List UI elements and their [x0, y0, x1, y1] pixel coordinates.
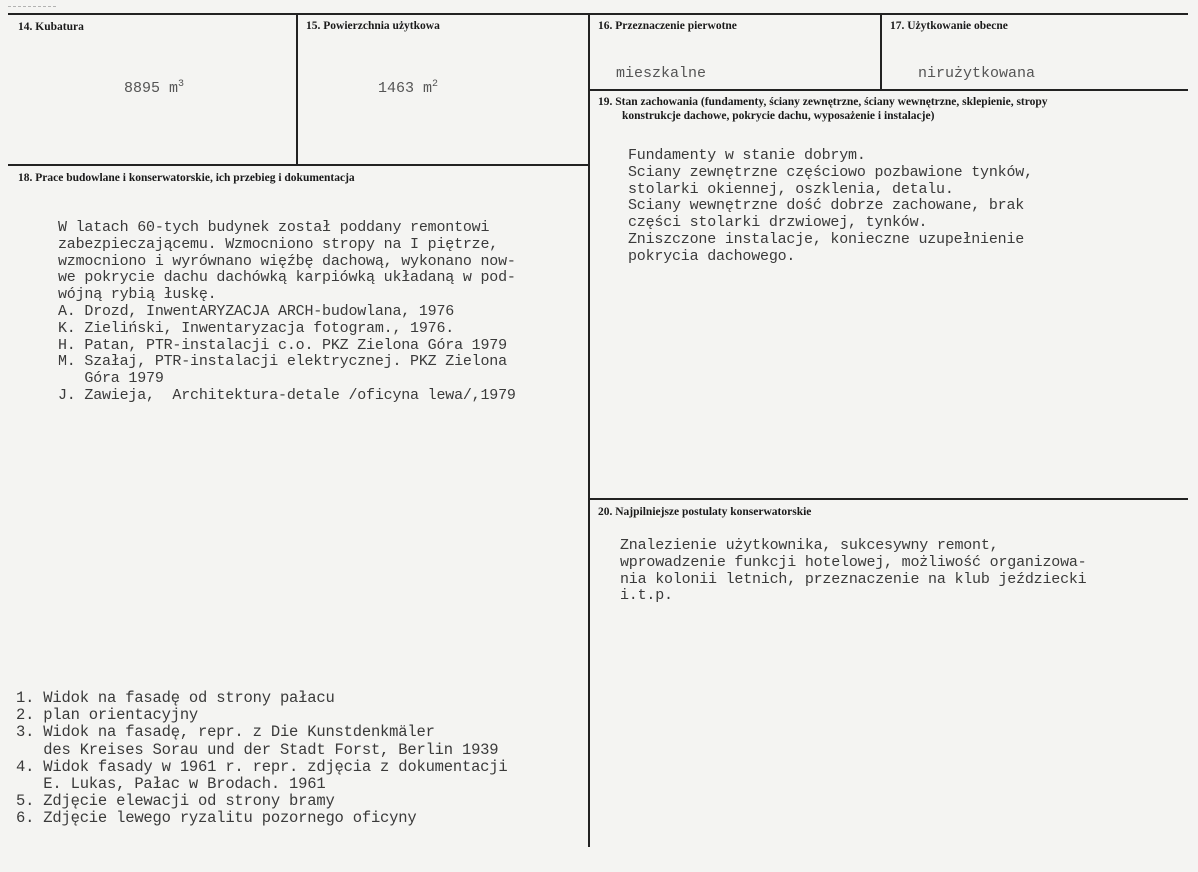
- rule-above-section-20: [590, 498, 1188, 500]
- prace-line: zabezpieczającemu. Wzmocniono stropy na I piętrze,: [58, 235, 499, 253]
- header-stan-line-2: konstrukcje dachowe, pokrycie dachu, wyposażenie i instalacje): [622, 110, 935, 122]
- stan-text: [628, 148, 1033, 266]
- divider-14-15: [296, 13, 298, 164]
- paper-mark: [8, 0, 56, 7]
- stan-line: stolarki okiennej, oszklenia, detalu.: [628, 180, 954, 198]
- prace-line: K. Zieliński, Inwentaryzacja fotogram., 1976.: [58, 319, 455, 337]
- postulaty-line: i.t.p.: [620, 587, 673, 605]
- header-stan-line-1: 19. Stan zachowania (fundamenty, ściany zewnętrzne, ściany wewnętrzne, sklepienie, stropy: [598, 96, 1048, 108]
- stan-line: pokrycia dachowego.: [628, 247, 796, 265]
- postulaty-line: nia kolonii letnich, przeznaczenie na klub jeździecki: [620, 570, 1087, 588]
- photo-list: [16, 690, 507, 828]
- stan-line: Fundamenty w stanie dobrym.: [628, 147, 866, 164]
- stan-line: Sciany zewnętrzne częściowo pozbawione tynków,: [628, 163, 1033, 181]
- prace-line: J. Zawieja, Architektura-detale /oficyna lewa/,1979: [58, 386, 516, 404]
- photo-list-item: E. Lukas, Pałac w Brodach. 1961: [16, 775, 326, 794]
- photo-list-item: 2. plan orientacyjny: [16, 706, 199, 725]
- header-kubatura: 14. Kubatura: [18, 21, 84, 33]
- postulaty-text: [620, 538, 1086, 605]
- powierzchnia-value: 1463 $m^2$: [378, 79, 439, 97]
- rule-under-purpose: [590, 89, 1188, 91]
- stan-line: Zniszczone instalacje, konieczne uzupełnienie: [628, 230, 1025, 248]
- top-rule: [8, 13, 1188, 15]
- photo-list-item: 3. Widok na fasadę, repr. z Die Kunstdenkmäler: [16, 723, 435, 742]
- header-przeznaczenie: 16. Przeznaczenie pierwotne: [598, 20, 737, 32]
- stan-line: Sciany wewnętrzne dość dobrze zachowane, brak: [628, 197, 1025, 215]
- stan-line: części stolarki drzwiowej, tynków.: [628, 214, 928, 232]
- photo-list-item: 1. Widok na fasadę od strony pałacu: [16, 689, 335, 707]
- prace-line: M. Szałaj, PTR-instalacji elektrycznej. PKZ Zielona: [58, 353, 507, 371]
- prace-line: Góra 1979: [58, 370, 164, 388]
- prace-line: we pokrycie dachu dachówką karpiówką układaną w pod-: [58, 269, 516, 287]
- header-stan-zachowania: [598, 95, 1178, 123]
- photo-list-item: 4. Widok fasady w 1961 r. repr. zdjęcia z dokumentacji: [16, 757, 508, 776]
- prace-line: H. Patan, PTR-instalacji c.o. PKZ Zielona Góra 1979: [58, 336, 507, 354]
- prace-text: [58, 220, 516, 405]
- divider-16-17: [880, 13, 882, 89]
- center-divider: [588, 13, 590, 847]
- przeznaczenie-value: mieszkalne: [616, 65, 707, 82]
- photo-list-item: des Kreises Sorau und der Stadt Forst, Berlin 1939: [16, 740, 499, 759]
- photo-list-item: 6. Zdjęcie lewego ryzalitu pozornego oficyny: [16, 809, 417, 828]
- header-prace: 18. Prace budowlane i konserwatorskie, ich przebieg i dokumentacja: [18, 172, 355, 184]
- rule-above-section-18: [8, 164, 590, 166]
- header-powierzchnia: 15. Powierzchnia użytkowa: [306, 20, 440, 32]
- header-uzytkowanie: 17. Użytkowanie obecne: [890, 20, 1008, 32]
- kubatura-value: 8895 $m^3$: [124, 79, 185, 97]
- prace-line: A. Drozd, InwentARYZACJA ARCH-budowlana, 1976: [58, 302, 455, 320]
- photo-list-item: 5. Zdjęcie elewacji od strony bramy: [16, 792, 335, 811]
- postulaty-line: wprowadzenie funkcji hotelowej, możliwość organizowa-: [620, 553, 1087, 571]
- prace-line: W latach 60-tych budynek został poddany remontowi: [58, 219, 490, 236]
- header-postulaty: 20. Najpilniejsze postulaty konserwatorskie: [598, 506, 812, 518]
- prace-line: wzmocniono i wyrównano więźbę dachową, wykonano now-: [58, 252, 516, 270]
- prace-line: wójną rybią łuskę.: [58, 286, 217, 304]
- uzytkowanie-value: nirużytkowana: [918, 65, 1036, 82]
- postulaty-line: Znalezienie użytkownika, sukcesywny remont,: [620, 537, 999, 554]
